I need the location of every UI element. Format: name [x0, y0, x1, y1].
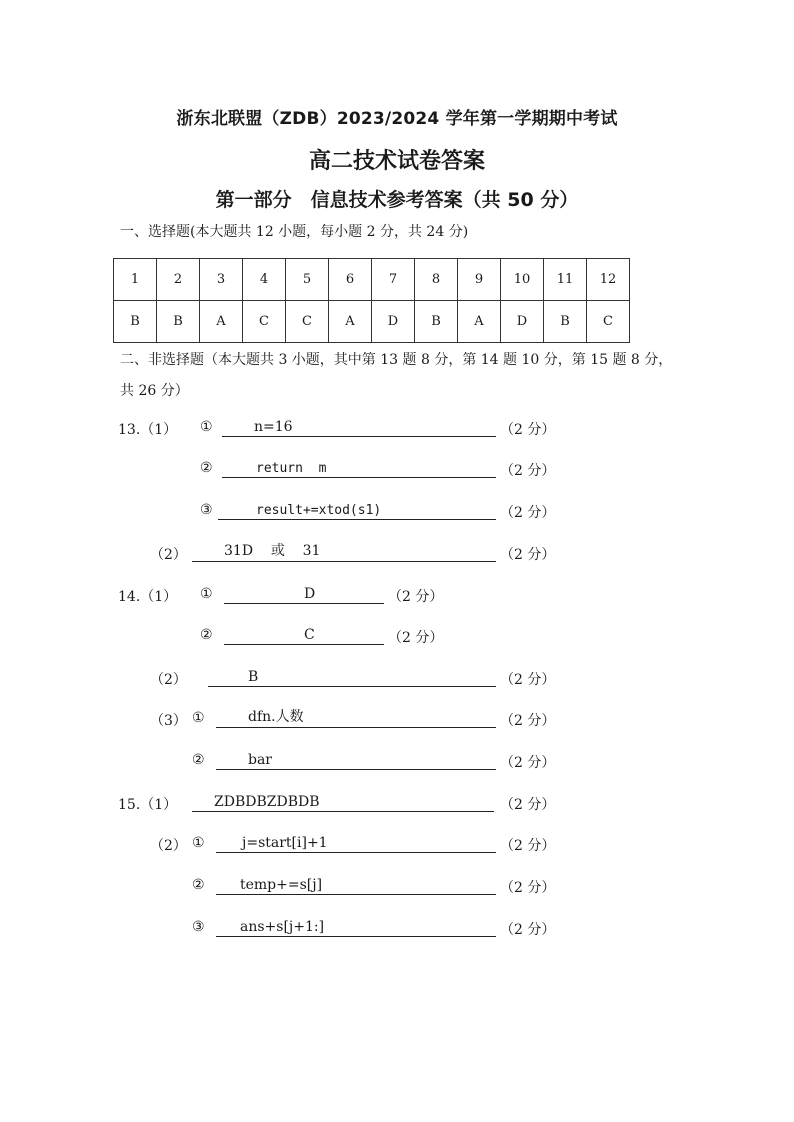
q15-b3-mark: ③ [192, 919, 205, 935]
points: （2 分） [500, 672, 556, 688]
q13-b-answer: 31D 或 31 [224, 543, 321, 559]
q13-b-answer-line [192, 541, 496, 562]
points: （2 分） [500, 713, 556, 729]
q13-a3-mark: ③ [200, 502, 213, 518]
q13-a3-answer: result+=xtod(s1) [256, 503, 382, 518]
points: （2 分） [500, 797, 556, 813]
q14-a1-mark: ① [200, 586, 213, 602]
q14-a1-answer-line [224, 583, 384, 604]
table-cell: C [286, 301, 329, 343]
document-title: 高二技术试卷答案 [308, 149, 485, 174]
q14-part3-label: （3） [150, 713, 187, 729]
q14-c2-answer: bar [248, 752, 273, 768]
q14-a2-answer-line [224, 624, 384, 645]
q15-b1-mark: ① [192, 835, 205, 851]
q15-b3-answer-line [216, 916, 496, 937]
points: （2 分） [388, 589, 444, 605]
table-cell: B [544, 301, 587, 343]
table-cell: D [372, 301, 415, 343]
table-cell: 2 [157, 259, 200, 301]
points: （2 分） [500, 505, 556, 521]
q15-a-answer-line [192, 791, 494, 812]
table-cell: B [415, 301, 458, 343]
points: （2 分） [500, 422, 556, 438]
table-cell: 1 [114, 259, 157, 301]
points: （2 分） [500, 880, 556, 896]
points: （2 分） [500, 755, 556, 771]
section1-heading: 一、选择题(本大题共 12 小题，每小题 2 分，共 24 分) [120, 224, 469, 240]
q13-a1-answer: n=16 [254, 419, 293, 435]
table-cell: C [587, 301, 630, 343]
points: （2 分） [500, 547, 556, 563]
q15-b1-answer-line [216, 832, 496, 853]
q13-a2-mark: ② [200, 460, 213, 476]
q14-c2-mark: ② [192, 752, 205, 768]
part-title: 第一部分 信息技术参考答案（共 50 分） [215, 189, 579, 211]
q15-b3-answer: ans+s[j+1:] [240, 919, 325, 935]
table-cell: 8 [415, 259, 458, 301]
table-cell: 7 [372, 259, 415, 301]
q14-c2-answer-line [216, 749, 496, 770]
q14-part2-label: （2） [150, 672, 187, 688]
table-cell: 11 [544, 259, 587, 301]
question-number-row [114, 259, 630, 301]
table-cell: D [501, 301, 544, 343]
table-cell: B [157, 301, 200, 343]
q14-b-answer: B [248, 669, 259, 685]
table-cell: 4 [243, 259, 286, 301]
q15-b2-answer: temp+=s[j] [240, 877, 323, 893]
q14-c1-mark: ① [192, 710, 205, 726]
q15-b1-answer: j=start[i]+1 [242, 835, 328, 851]
table-cell: A [458, 301, 501, 343]
q15-label: 15.（1） [118, 797, 178, 813]
q13-a1-mark: ① [200, 419, 213, 435]
q14-label: 14.（1） [118, 589, 178, 605]
table-cell: 10 [501, 259, 544, 301]
answer-row [114, 301, 630, 343]
table-cell: 9 [458, 259, 501, 301]
table-cell: A [329, 301, 372, 343]
q14-c1-answer-line [216, 707, 496, 728]
q15-b2-answer-line [216, 874, 496, 895]
q14-a2-answer: C [304, 627, 315, 643]
points: （2 分） [500, 463, 556, 479]
q13-a2-answer-line [222, 457, 496, 478]
table-cell: 12 [587, 259, 630, 301]
q15-a-answer: ZDBDBZDBDB [214, 794, 320, 810]
q15-b2-mark: ② [192, 877, 205, 893]
table-cell: C [243, 301, 286, 343]
table-cell: 5 [286, 259, 329, 301]
points: （2 分） [500, 922, 556, 938]
q13-a3-answer-line [218, 499, 496, 520]
table-cell: A [200, 301, 243, 343]
points: （2 分） [388, 630, 444, 646]
section2-heading: 二、非选择题（本大题共 3 小题，其中第 13 题 8 分，第 14 题 10 分，第 15 题 8 分，共 26 分） [120, 352, 673, 399]
multiple-choice-answer-table [113, 258, 630, 343]
table-cell: 6 [329, 259, 372, 301]
exam-title: 浙东北联盟（ZDB）2023/2024 学年第一学期期中考试 [176, 109, 618, 129]
q13-a2-answer: return m [256, 461, 327, 476]
table-cell: B [114, 301, 157, 343]
q15-part2-label: （2） [150, 838, 187, 854]
q13-a1-answer-line [222, 416, 496, 437]
q14-c1-answer: dfn.人数 [248, 709, 304, 725]
q14-a2-mark: ② [200, 627, 213, 643]
q14-a1-answer: D [304, 586, 316, 602]
q13-label: 13.（1） [118, 422, 178, 438]
points: （2 分） [500, 838, 556, 854]
table-cell: 3 [200, 259, 243, 301]
q13-part2-label: （2） [150, 547, 187, 563]
q14-b-answer-line [208, 666, 496, 687]
